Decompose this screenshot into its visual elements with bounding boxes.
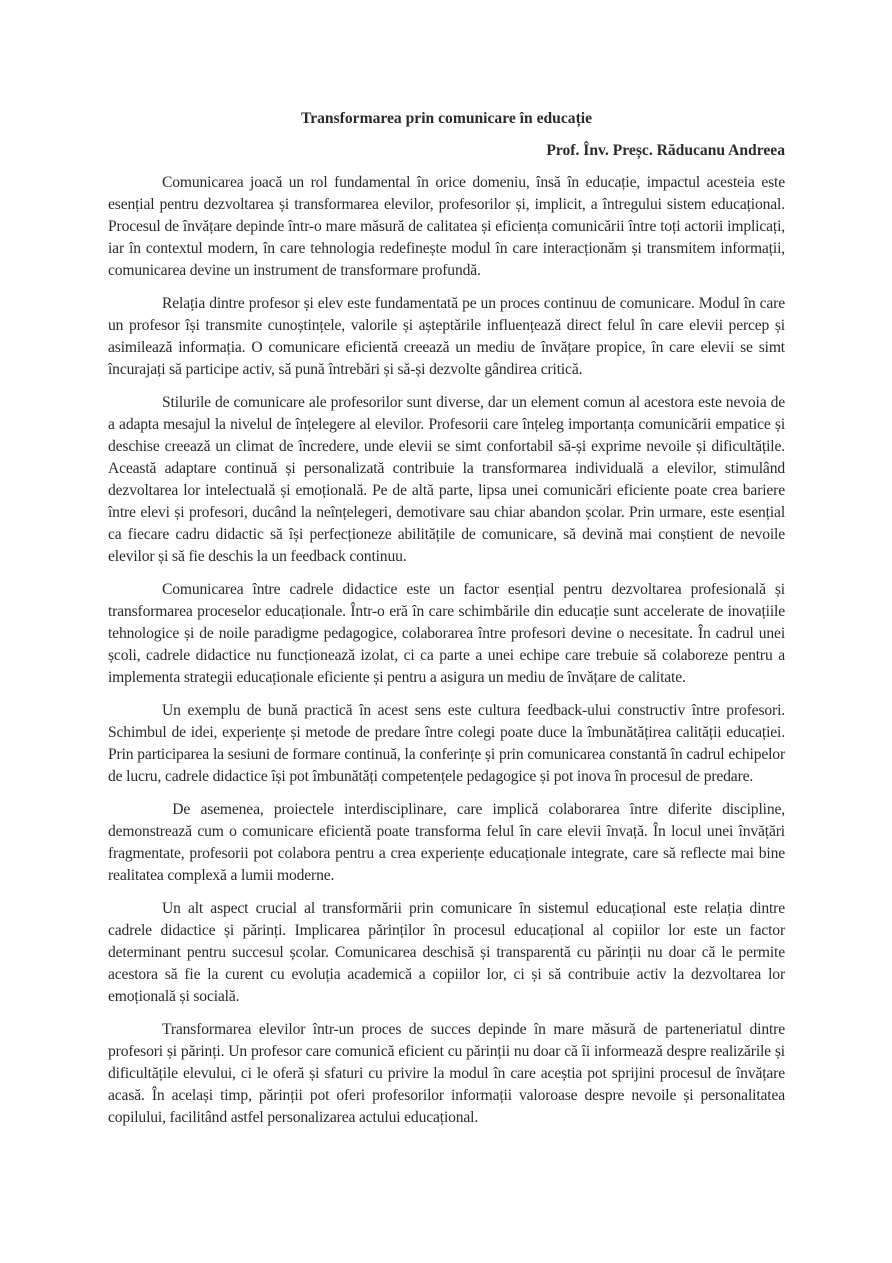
paragraph-8: Transformarea elevilor într-un proces de succes depinde în mare măsură de parteneriatul dintre profesori și părinți. Un profesor care comunică eficient cu părinții nu doar că îi informează despre realizările și dificultățile elevului, ci le oferă și sfaturi cu privire la modul în care aceștia pot sprijini procesul de învățare acasă. În același timp, părinții pot oferi profesorilor informații valoroase despre nevoile și personalitatea copilului, facilitând astfel personalizarea actului educațional.	[108, 1021, 785, 1126]
paragraph-3: Stilurile de comunicare ale profesorilor sunt diverse, dar un element comun al acestora este nevoia de a adapta mesajul la nivelul de înțelegere al elevilor. Profesorii care înțeleg importanța comunicării empatice și deschise creează un climat de încredere, unde elevii se simt confortabil să-și exprime nevoile și dificultățile. Această adaptare continuă și personalizată contribuie la transformarea individuală a elevilor, stimulând dezvoltarea lor intelectuală și emoțională. Pe de altă parte, lipsa unei comunicări eficiente poate crea bariere între elevi și profesori, ducând la neînțelegeri, demotivare sau chiar abandon școlar. Prin urmare, este esențial ca fiecare cadru didactic să își perfecționeze abilitățile de comunicare, să devină mai conștient de nevoile elevilor și să fie deschis la un feedback continuu.	[108, 394, 785, 565]
document-title: Transformarea prin comunicare în educație	[300, 110, 593, 127]
paragraph-7: Un alt aspect crucial al transformării prin comunicare în sistemul educațional este relația dintre cadrele didactice și părinți. Implicarea părinților în procesul educațional al copiilor lor este un factor determinant pentru succesul școlar. Comunicarea deschisă și transparentă cu părinții nu doar că le permite acestora să fie la curent cu evoluția academică a copiilor lor, ci și să contribuie activ la dezvoltarea lor emoțională și socială.	[108, 900, 785, 1005]
paragraph-6: De asemenea, proiectele interdisciplinare, care implică colaborarea între diferite discipline, demonstrează cum o comunicare eficientă poate transforma felul în care elevii învață. În locul unei învățări fragmentate, profesorii pot colabora pentru a crea experiențe educaționale integrate, care să reflecte mai bine realitatea complexă a lumii moderne.	[108, 801, 789, 884]
paragraph-4: Comunicarea între cadrele didactice este un factor esențial pentru dezvoltarea profesională și transformarea proceselor educaționale. Într-o eră în care schimbările din educație sunt accelerate de inovațiile tehnologice și de noile paradigme pedagogice, colaborarea între profesori devine o necesitate. În cadrul unei școli, cadrele didactice nu funcționează izolat, ci ca parte a unei echipe care trebuie să colaboreze pentru a implementa strategii educaționale eficiente și pentru a asigura un mediu de învățare de calitate.	[108, 581, 785, 686]
paragraph-1: Comunicarea joacă un rol fundamental în orice domeniu, însă în educație, impactul acesteia este esențial pentru dezvoltarea și transformarea elevilor, profesorilor și, implicit, a întregului sistem educațional. Procesul de învățare depinde într-o mare măsură de calitatea și eficiența comunicării între toți actorii implicați, iar în contextul modern, în care tehnologia redefinește modul în care interacționăm și transmitem informații, comunicarea devine un instrument de transformare profundă.	[108, 174, 785, 279]
paragraph-5: Un exemplu de bună practică în acest sens este cultura feedback-ului constructiv între profesori. Schimbul de idei, experiențe și metode de predare între colegi poate duce la îmbunătățirea calității educației. Prin participarea la sesiuni de formare continuă, la conferințe și prin comunicarea constantă în cadrul echipelor de lucru, cadrele didactice își pot îmbunătăți competențele pedagogice și pot inova în procesul de predare.	[108, 702, 785, 785]
document-page	[108, 108, 789, 1140]
paragraph-2: Relația dintre profesor și elev este fundamentată pe un proces continuu de comunicare. Modul în care un profesor își transmite cunoștințele, valorile și așteptările influențează direct felul în care elevii percep și asimilează informația. O comunicare eficientă creează un mediu de învățare propice, în care elevii se simt încurajați să participe activ, să pună întrebări și să-și dezvolte gândirea critică.	[108, 295, 785, 378]
author-line: Prof. Înv. Preșc. Răducanu Andreea	[546, 142, 785, 159]
